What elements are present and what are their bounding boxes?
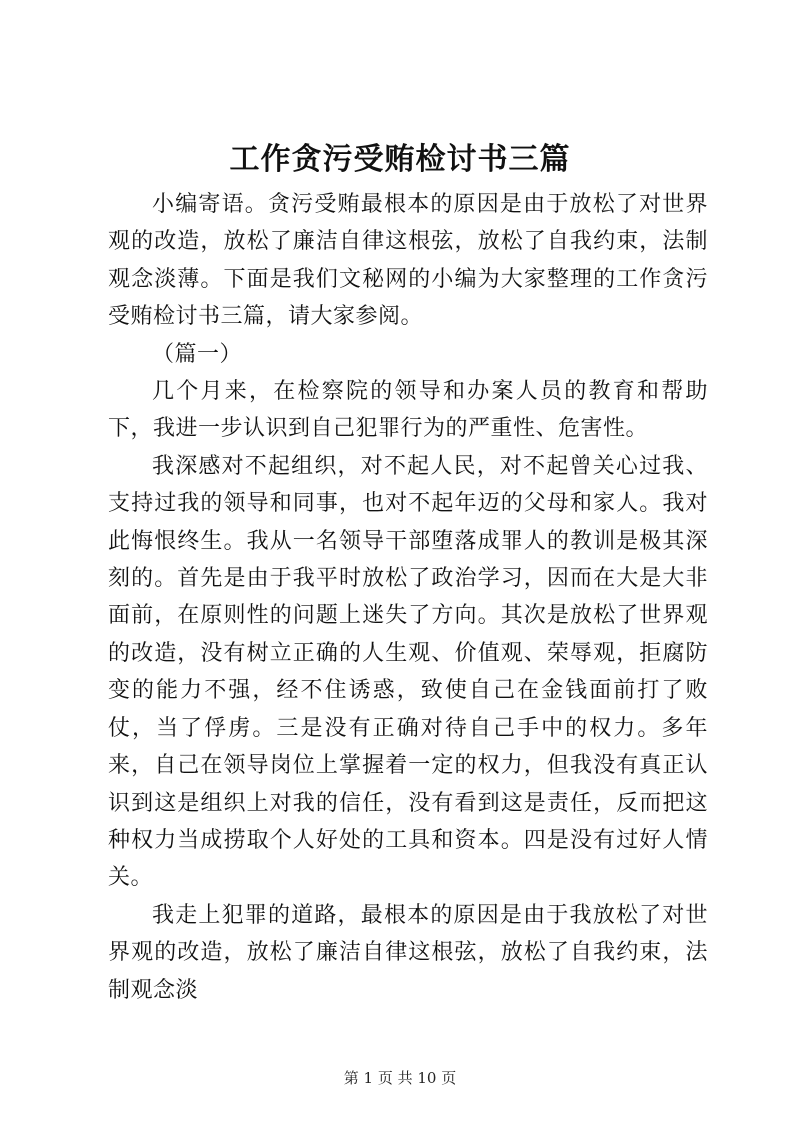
paragraph: 我深感对不起组织，对不起人民，对不起曾关心过我、支持过我的领导和同事，也对不起年迈的父母和家人。我对此悔恨终生。我从一名领导干部堕落成罪人的教训是极其深刻的。首先是由于我平时放松了政治学习，因而在大是大非面前，在原则性的问题上迷失了方向。其次是放松了世界观的改造，没有树立正确的人生观、价值观、荣辱观，拒腐防变的能力不强，经不住诱惑，致使自己在金钱面前打了败仗，当了俘虏。三是没有正确对待自己手中的权力。多年来，自己在领导岗位上掌握着一定的权力，但我没有真正认识到这是组织上对我的信任，没有看到这是责任，反而把这种权力当成捞取个人好处的工具和资本。四是没有过好人情关。 bbox=[108, 453, 708, 891]
paragraph: 我走上犯罪的道路，最根本的原因是由于我放松了对世界观的改造，放松了廉洁自律这根弦，放松了自我约束，法制观念淡 bbox=[108, 902, 708, 1003]
document-title: 工作贪污受贿检讨书三篇 bbox=[229, 142, 571, 177]
document-body bbox=[108, 186, 708, 1009]
page-footer bbox=[0, 1068, 800, 1088]
section-heading: （篇一） bbox=[152, 341, 243, 367]
page-number: 第 1 页 bbox=[343, 1069, 393, 1087]
paragraph-intro: 小编寄语。贪污受贿最根本的原因是由于放松了对世界观的改造，放松了廉洁自律这根弦，放松了自我约束，法制观念淡薄。下面是我们文秘网的小编为大家整理的工作贪污受贿检讨书三篇，请大家参阅。 bbox=[108, 192, 708, 330]
page-total: 共 10 页 bbox=[397, 1069, 457, 1087]
paragraph: 几个月来，在检察院的领导和办案人员的教育和帮助下，我进一步认识到自己犯罪行为的严重性、危害性。 bbox=[108, 379, 708, 442]
